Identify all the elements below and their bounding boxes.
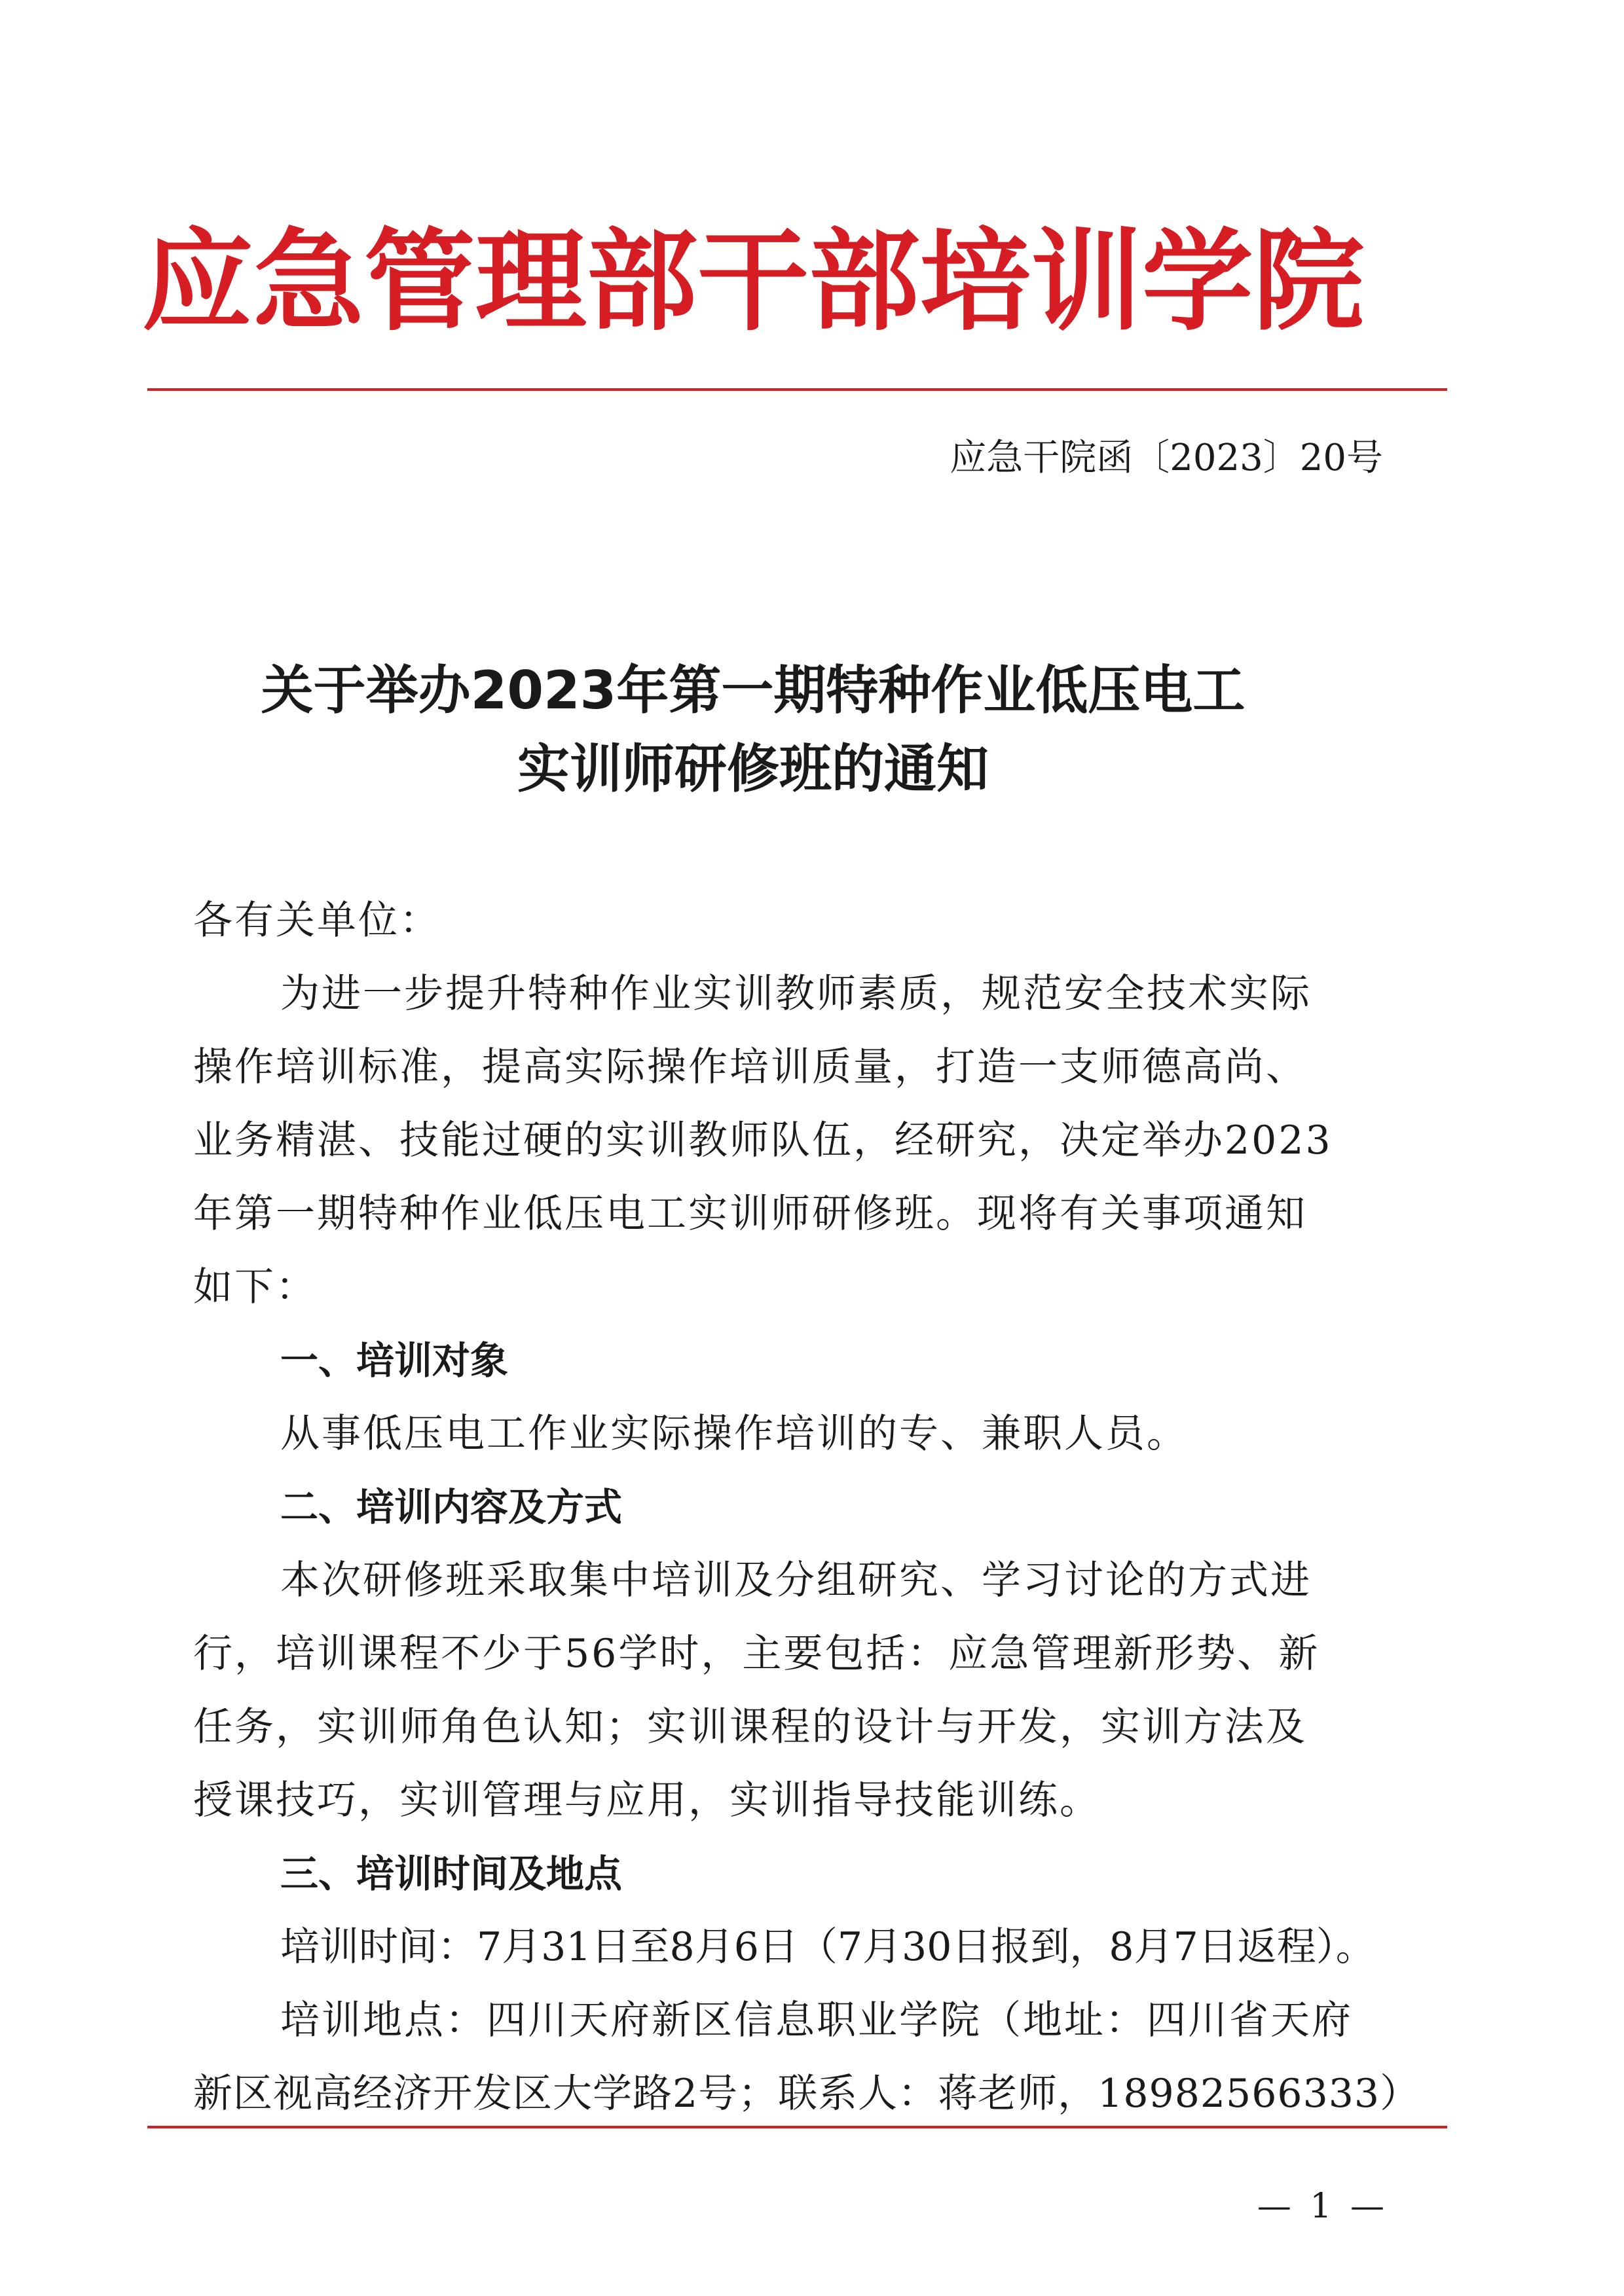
intro-line: 为进一步提升特种作业实训教师素质，规范安全技术实际 (280, 971, 1312, 1017)
section-body-line: 本次研修班采取集中培训及分组研究、学习讨论的方式进 (280, 1558, 1312, 1603)
notice-title-line-1: 关于举办2023年第一期特种作业低压电工 (261, 660, 1246, 721)
notice-title-line-2: 实训师研修班的通知 (517, 738, 989, 799)
intro-line: 年第一期特种作业低压电工实训师研修班。现将有关事项通知 (193, 1191, 1307, 1237)
section-body-line: 新区视高经济开发区大学路2号；联系人：蒋老师，18982566333） (193, 2071, 1420, 2117)
section-body-line: 培训地点：四川天府新区信息职业学院（地址：四川省天府 (280, 1997, 1353, 2043)
intro-line: 如下： (193, 1264, 317, 1310)
section-heading-targets: 一、培训对象 (280, 1338, 509, 1383)
section-body-line: 授课技巧，实训管理与应用，实训指导技能训练。 (193, 1777, 1101, 1823)
section-body-line: 从事低压电工作业实际操作培训的专、兼职人员。 (280, 1411, 1188, 1457)
section-heading-time-place: 三、培训时间及地点 (280, 1851, 623, 1896)
section-body-line: 行，培训课程不少于56学时，主要包括：应急管理新形势、新 (193, 1631, 1320, 1677)
document-number: 应急干院函〔2023〕20号 (950, 437, 1383, 479)
section-heading-content: 二、培训内容及方式 (280, 1485, 623, 1529)
page-number: — 1 — (1257, 2187, 1388, 2226)
masthead-title: 应急管理部干部培训学院 (141, 217, 1365, 346)
section-body-line: 任务，实训师角色认知；实训课程的设计与开发，实训方法及 (193, 1704, 1307, 1750)
masthead-rule (147, 388, 1447, 391)
footer-rule (147, 2126, 1447, 2128)
salutation: 各有关单位： (193, 898, 441, 943)
intro-line: 业务精湛、技能过硬的实训教师队伍，经研究，决定举办2023 (193, 1118, 1333, 1163)
section-body-line: 培训时间：7月31日至8月6日（7月30日报到，8月7日返程）。 (280, 1924, 1375, 1970)
intro-line: 操作培训标准，提高实际操作培训质量，打造一支师德高尚、 (193, 1044, 1307, 1090)
